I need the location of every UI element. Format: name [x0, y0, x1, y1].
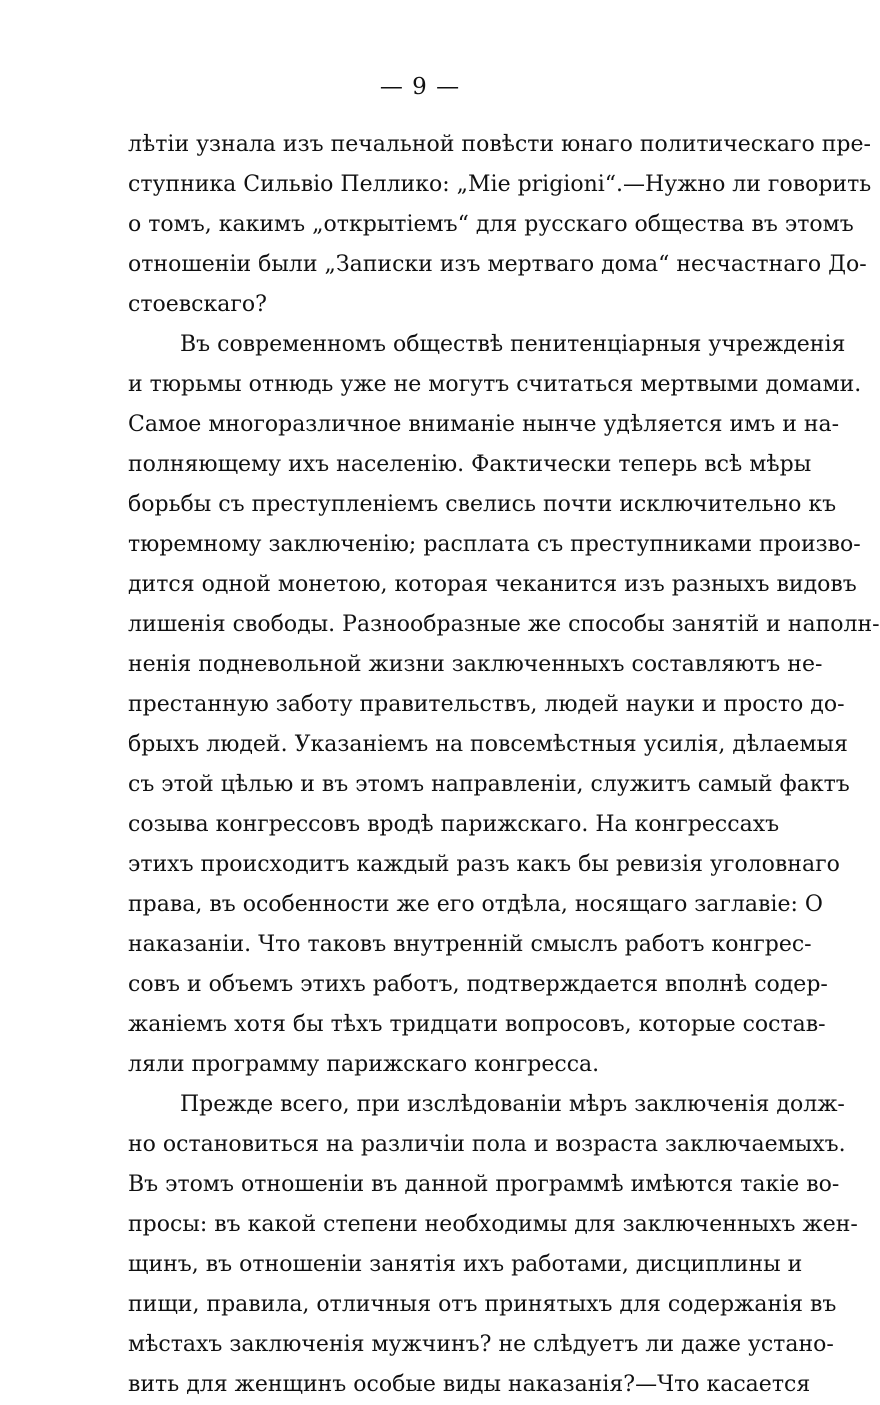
text-line: лишенія свободы. Разнообразные же способы занятій и наполн-: [128, 612, 880, 637]
text-line: но остановиться на различіи пола и возраста заключаемыхъ.: [128, 1132, 846, 1157]
text-line: мѣстахъ заключенія мужчинъ? не слѣдуетъ ли даже устано-: [128, 1332, 834, 1357]
text-line: брыхъ людей. Указаніемъ на повсемѣстныя усилія, дѣлаемыя: [128, 732, 848, 757]
text-line: совъ и объемъ этихъ работъ, подтверждается вполнѣ содер-: [128, 972, 828, 997]
text-line: лѣтіи узнала изъ печальной повѣсти юнаго политическаго пре-: [128, 132, 871, 157]
text-line: ненія подневольной жизни заключенныхъ составляютъ не-: [128, 652, 823, 677]
text-line: ляли программу парижскаго конгресса.: [128, 1052, 600, 1077]
text-line: этихъ происходитъ каждый разъ какъ бы ревизія уголовнаго: [128, 852, 840, 877]
text-line: Самое многоразличное вниманіе нынче удѣляется имъ и на-: [128, 412, 840, 437]
page-number: — 9 —: [379, 74, 461, 100]
text-line: полняющему ихъ населенію. Фактически теперь всѣ мѣры: [128, 452, 812, 477]
text-line: тюремному заключенію; расплата съ преступниками произво-: [128, 532, 861, 557]
body-text: [128, 125, 880, 1405]
text-line: Прежде всего, при изслѣдованіи мѣръ заключенія долж-: [180, 1092, 845, 1117]
text-line: ступника Сильвіо Пеллико: „Mie prigioni“.—Нужно ли говорить: [128, 172, 872, 197]
text-line: просы: въ какой степени необходимы для заключенныхъ жен-: [128, 1212, 858, 1237]
text-line: наказаніи. Что таковъ внутренній смыслъ работъ конгрес-: [128, 932, 812, 957]
text-line: права, въ особенности же его отдѣла, носящаго заглавіе: О: [128, 892, 823, 917]
text-line: вить для женщинъ особые виды наказанія?—Что касается: [128, 1372, 811, 1397]
text-line: Въ современномъ обществѣ пенитенціарныя учрежденія: [180, 332, 846, 357]
text-line: отношеніи были „Записки изъ мертваго дома“ несчастнаго До-: [128, 252, 867, 277]
text-line: борьбы съ преступленіемъ свелись почти исключительно къ: [128, 492, 837, 517]
text-line: престанную заботу правительствъ, людей науки и просто до-: [128, 692, 845, 717]
text-line: и тюрьмы отнюдь уже не могутъ считаться мертвыми домами.: [128, 372, 862, 397]
text-line: дится одной монетою, которая чеканится изъ разныхъ видовъ: [128, 572, 857, 597]
text-line: стоевскаго?: [128, 292, 267, 317]
text-line: жаніемъ хотя бы тѣхъ тридцати вопросовъ, которые состав-: [128, 1012, 826, 1037]
text-line: о томъ, какимъ „открытіемъ“ для русскаго общества въ этомъ: [128, 212, 854, 237]
text-line: съ этой цѣлью и въ этомъ направленіи, служитъ самый фактъ: [128, 772, 850, 797]
text-line: Въ этомъ отношеніи въ данной программѣ имѣются такіе во-: [128, 1172, 840, 1197]
text-line: созыва конгрессовъ вродѣ парижскаго. На конгрессахъ: [128, 812, 780, 837]
text-line: пищи, правила, отличныя отъ принятыхъ для содержанія въ: [128, 1292, 837, 1317]
text-line: щинъ, въ отношеніи занятія ихъ работами, дисциплины и: [128, 1252, 803, 1277]
